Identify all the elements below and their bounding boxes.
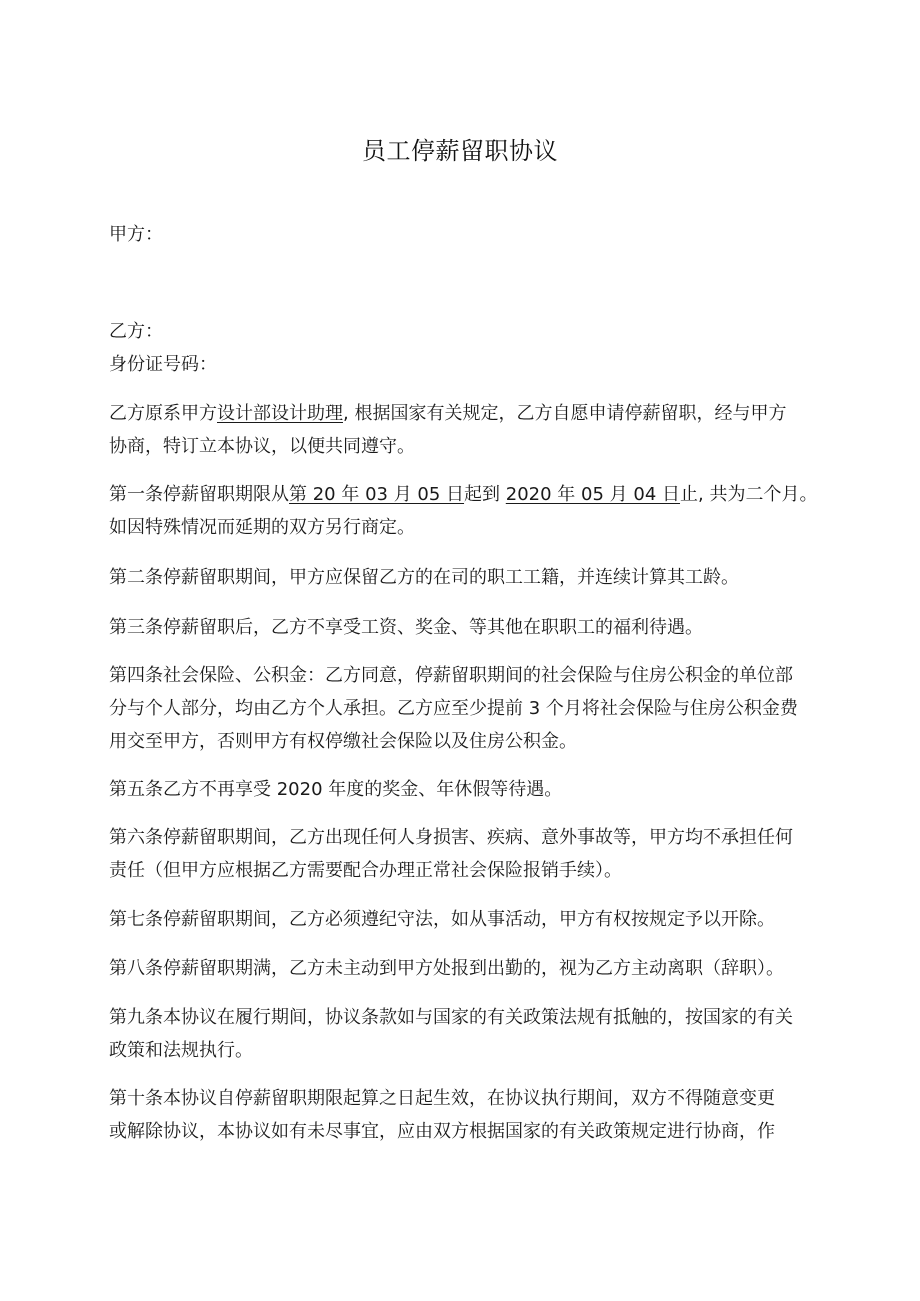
article-5: 第五条乙方不再享受 2020 年度的奖金、年休假等待遇。: [109, 779, 563, 800]
article-9: [109, 1001, 825, 1067]
article-6-line-2: 责任（但甲方应根据乙方需要配合办理正常社会保险报销手续）。: [109, 860, 622, 881]
intro-text-start: 乙方原系甲方: [109, 403, 217, 424]
article-1-text-c: 止, 共为二个月。: [680, 484, 818, 505]
article-4: [109, 659, 825, 758]
article-1-line-2: 如因特殊情况而延期的双方另行商定。: [109, 517, 415, 538]
document-title: 员工停薪留职协议: [362, 137, 558, 165]
article-8: 第八条停薪留职期满，乙方未主动到甲方处报到出勤的，视为乙方主动离职（辞职）。: [109, 958, 784, 979]
start-date-field: 第 20 年 03 月 05 日: [289, 484, 465, 505]
article-1: [109, 478, 825, 544]
article-10-line-1: 第十条本协议自停薪留职期限起算之日起生效，在协议执行期间，双方不得随意变更: [109, 1088, 775, 1109]
position-field: 设计部设计助理: [217, 403, 343, 424]
article-1-text-b: 起到: [464, 484, 506, 505]
article-2: 第二条停薪留职期间，甲方应保留乙方的在司的职工工籍，并连续计算其工龄。: [109, 567, 739, 588]
article-6: [109, 821, 825, 887]
article-4-line-3: 用交至甲方，否则甲方有权停缴社会保险以及住房公积金。: [109, 731, 577, 752]
article-4-line-2: 分与个人部分，均由乙方个人承担。乙方应至少提前 3 个月将社会保险与住房公积金费: [109, 698, 798, 719]
intro-line-1: [109, 397, 825, 430]
article-10: [109, 1082, 825, 1148]
article-9-line-2: 政策和法规执行。: [109, 1040, 253, 1061]
article-9-line-1: 第九条本协议在履行期间，协议条款如与国家的有关政策法规有抵触的，按国家的有关: [109, 1007, 793, 1028]
end-date-field: 2020 年 05 月 04 日: [505, 484, 681, 505]
article-6-line-1: 第六条停薪留职期间，乙方出现任何人身损害、疾病、意外事故等，甲方均不承担任何: [109, 827, 793, 848]
article-1-line-1: [109, 478, 825, 511]
party-a-label: 甲方：: [109, 224, 163, 245]
article-4-line-1: 第四条社会保险、公积金：乙方同意，停薪留职期间的社会保险与住房公积金的单位部: [109, 665, 793, 686]
id-number-label: 身份证号码：: [109, 354, 217, 375]
article-10-line-2: 或解除协议，本协议如有未尽事宜，应由双方根据国家的有关政策规定进行协商，作: [109, 1121, 775, 1142]
article-3: 第三条停薪留职后，乙方不享受工资、奖金、等其他在职职工的福利待遇。: [109, 617, 703, 638]
article-1-text-a: 第一条停薪留职期限从: [109, 484, 289, 505]
party-b-label: 乙方：: [109, 321, 163, 342]
intro-line-2: 协商，特订立本协议，以便共同遵守。: [109, 436, 415, 457]
article-7: 第七条停薪留职期间，乙方必须遵纪守法，如从事活动，甲方有权按规定予以开除。: [109, 909, 775, 930]
intro-text-end: , 根据国家有关规定，乙方自愿申请停薪留职，经与甲方: [343, 403, 787, 424]
intro-paragraph: [109, 397, 825, 463]
